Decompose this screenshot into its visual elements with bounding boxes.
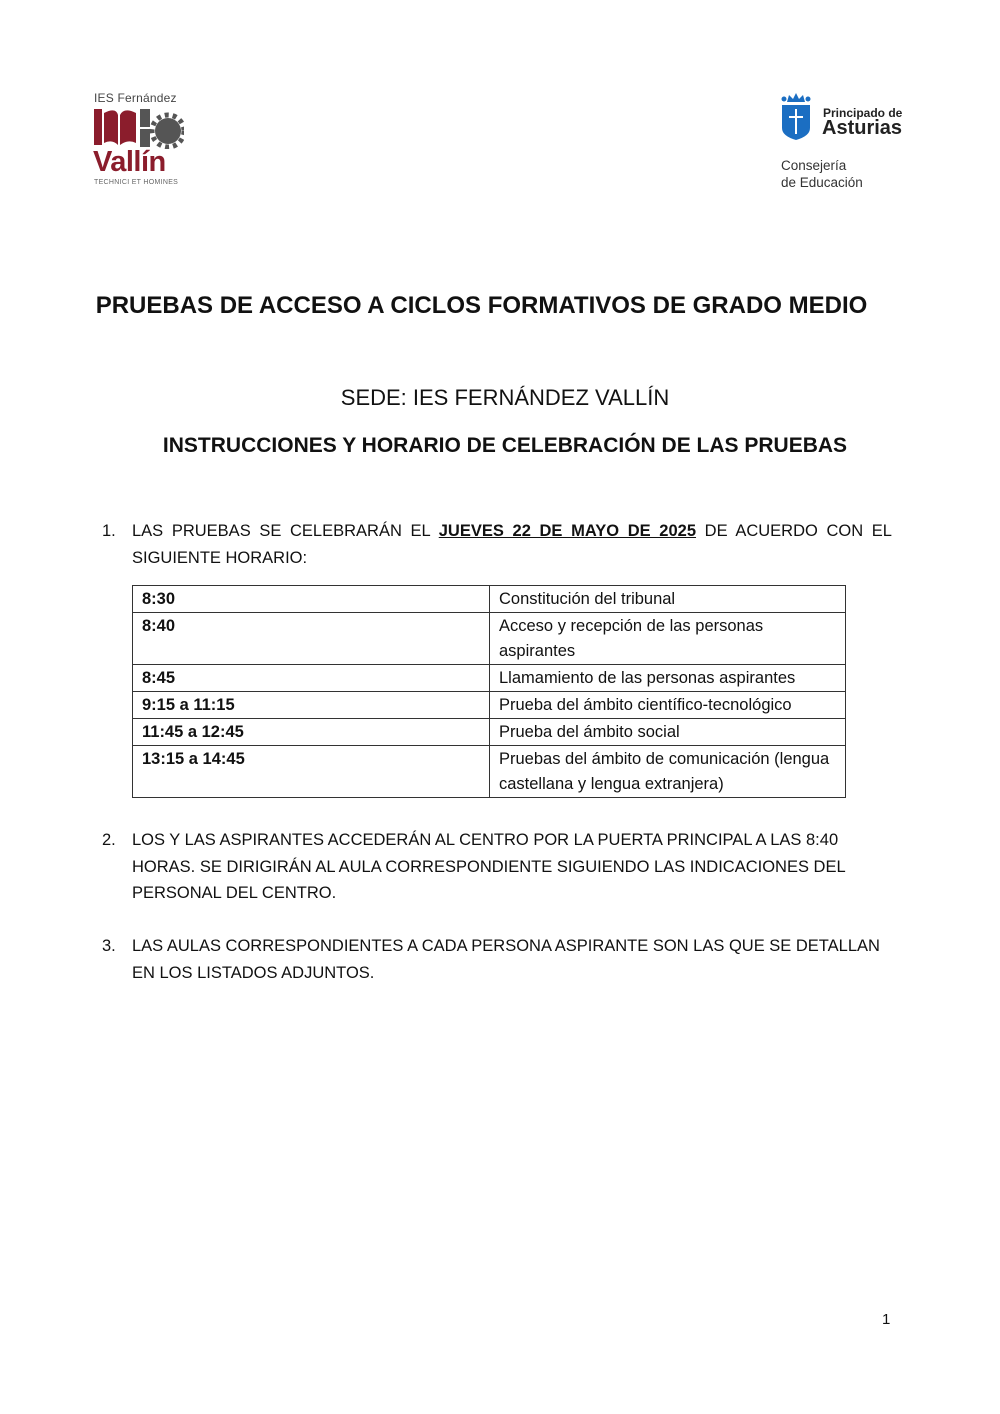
time-cell: 8:40 bbox=[133, 613, 490, 665]
time-cell: 8:45 bbox=[133, 665, 490, 692]
item-text: LAS PRUEBAS SE CELEBRARÁN EL bbox=[132, 522, 439, 540]
list-item bbox=[102, 827, 892, 907]
school-logo-top-text: IES Fernández bbox=[94, 91, 177, 105]
page-number: 1 bbox=[882, 1311, 891, 1328]
time-cell: 11:45 a 12:45 bbox=[133, 719, 490, 746]
sede-heading: SEDE: IES FERNÁNDEZ VALLÍN bbox=[340, 385, 670, 410]
activity-cell: Llamamiento de las personas aspirantes bbox=[490, 665, 846, 692]
activity-cell: Constitución del tribunal bbox=[490, 586, 846, 613]
item-text: DE ACUERDO CON EL SIGUIENTE HORARIO: bbox=[132, 522, 892, 567]
time-cell: 9:15 a 11:15 bbox=[133, 692, 490, 719]
activity-cell: Pruebas del ámbito de comunicación (lengua castellana y lengua extranjera) bbox=[490, 746, 846, 798]
item-text: LOS Y LAS ASPIRANTES ACCEDERÁN AL CENTRO POR LA PUERTA PRINCIPAL A LAS 8:40 HORAS. SE DIRIGIRÁN AL AULA CORRESPONDIENTE SIGUIENDO LAS INDICACIONES DEL PERSONAL DEL CENTRO. bbox=[132, 831, 846, 902]
school-logo-icon bbox=[94, 107, 184, 149]
asturias-shield-icon bbox=[780, 92, 812, 142]
gov-dept-line1: Consejería bbox=[781, 158, 847, 173]
item-text: LAS AULAS CORRESPONDIENTES A CADA PERSONA ASPIRANTE SON LAS QUE SE DETALLAN EN LOS LISTADOS ADJUNTOS. bbox=[132, 937, 880, 982]
activity-cell: Prueba del ámbito científico-tecnológico bbox=[490, 692, 846, 719]
item-number: 1. bbox=[102, 522, 116, 540]
table-row bbox=[133, 665, 846, 692]
school-logo-motto: TECHNICI ET HOMINES bbox=[94, 179, 179, 186]
list-item bbox=[102, 933, 892, 986]
table-row bbox=[133, 692, 846, 719]
table-row bbox=[133, 586, 846, 613]
exam-date: JUEVES 22 DE MAYO DE 2025 bbox=[438, 522, 697, 540]
table-row bbox=[133, 613, 846, 665]
page-title: PRUEBAS DE ACCESO A CICLOS FORMATIVOS DE GRADO MEDIO bbox=[95, 292, 868, 319]
item-number: 2. bbox=[102, 831, 116, 849]
list-item bbox=[102, 518, 892, 571]
gov-logo-line1: Principado de bbox=[823, 106, 903, 120]
gov-logo-line2: Asturias bbox=[822, 117, 903, 139]
instructions-heading: INSTRUCCIONES Y HORARIO DE CELEBRACIÓN DE LAS PRUEBAS bbox=[162, 434, 848, 457]
gov-dept-line2: de Educación bbox=[781, 175, 863, 190]
table-row bbox=[133, 719, 846, 746]
activity-cell: Prueba del ámbito social bbox=[490, 719, 846, 746]
gov-department bbox=[781, 157, 863, 191]
time-cell: 8:30 bbox=[133, 586, 490, 613]
activity-cell: Acceso y recepción de las personas aspirantes bbox=[490, 613, 846, 665]
school-logo-name: Vallín bbox=[93, 146, 166, 178]
table-row bbox=[133, 746, 846, 798]
item-number: 3. bbox=[102, 937, 116, 955]
time-cell: 13:15 a 14:45 bbox=[133, 746, 490, 798]
schedule-table bbox=[132, 585, 846, 798]
